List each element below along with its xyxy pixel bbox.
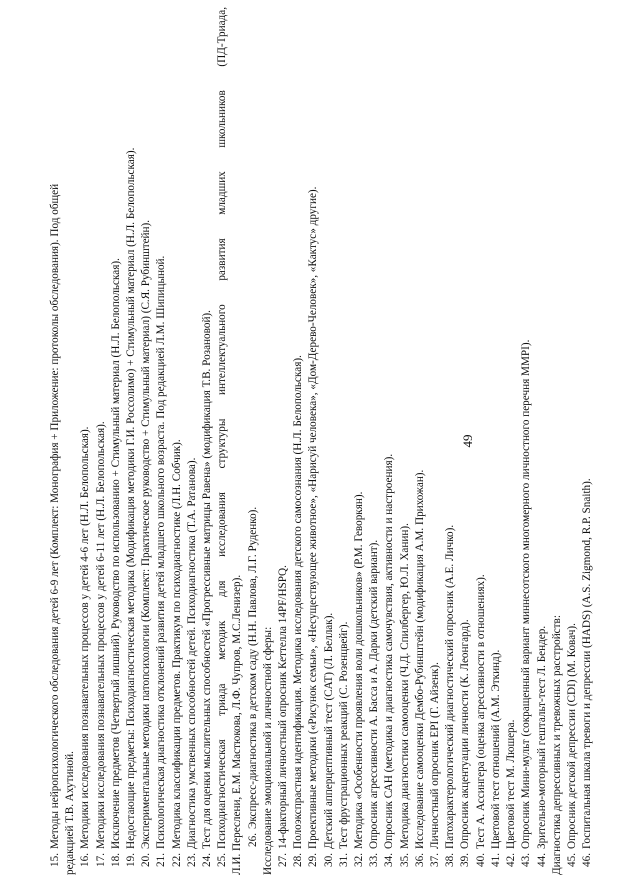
item-text: Экспериментальные методики патопсихологии (Комплект: Практическое руководство + Стимульный материал) (С.Я. Рубинштейн). (140, 219, 153, 849)
list-item (352, 7, 367, 875)
item-number: 15. (49, 853, 61, 867)
item-text: Тест А. Ассингера (оценка агрессивности в отношениях). (474, 574, 487, 849)
list-item (94, 7, 109, 875)
item-number: 38. (444, 853, 457, 867)
list-item (154, 7, 169, 875)
item-number: 18. (109, 853, 122, 867)
list-item (215, 7, 230, 875)
item-number: 41. (489, 853, 502, 867)
list-item (48, 7, 63, 875)
item-number: 42. (505, 853, 518, 867)
item-number: 30. (322, 853, 335, 867)
item-text: Госпитальная шкала тревоги и депрессии (HADS) (A.S. Zigmond, R.P. Snaith). (581, 478, 594, 849)
item-number: 22. (170, 853, 183, 867)
list-item (170, 7, 185, 875)
list-item (109, 7, 124, 875)
list-item (276, 7, 291, 875)
list-item (246, 7, 261, 875)
item-text: Методика диагностики самооценки (Ч.Д. Спилбергер, Ю.Л. Ханин). (398, 523, 411, 849)
item-text: Опросник акцентуации личности (К. Леонгард). (459, 619, 472, 849)
item-text: Исследование самооценки Дембо-Рубинштейн (модификация А.М. Прихожан). (413, 469, 426, 849)
item-number: 33. (368, 853, 381, 867)
item-number: 37. (429, 853, 442, 867)
list-item (382, 7, 397, 875)
item-text: Недостающие предметы: Психодиагностическая методика (Модификация методики Г.И. Россолимо) + Стимульный материал (Н.Л. Белопольская). (125, 147, 138, 849)
list-item (291, 7, 306, 875)
item-number: 24. (201, 853, 214, 867)
rotated-page (48, 7, 608, 875)
item-number: 25. (216, 853, 229, 867)
item-text: Методы нейропсихологического обследования детей 6-9 лет (Комплект: Монография + Приложение: протоколы обследования). Под общей (49, 183, 61, 849)
list-item (443, 7, 458, 875)
item-text: Опросник Мини-мульт (сокращенный вариант миннесотского многомерного личностного перечня MMPI). (520, 339, 533, 849)
list-item (322, 7, 337, 875)
item-number: 45. (565, 853, 578, 867)
item-number: 46. (581, 853, 594, 867)
item-text: Тест для оценки мыслительных способностей «Прогрессивные матрицы Равена» (модификация Т.В. Розановой). (201, 310, 214, 849)
list-item (489, 7, 504, 875)
page-number: 49 (460, 434, 475, 448)
item-number: 32. (353, 853, 366, 867)
item-text: Патохарактерологический диагностический опросник (А.Е. Личко). (444, 524, 457, 849)
item-continuation: редакцией Т.В. Ахутиной. (64, 751, 77, 875)
item-number: 16. (79, 853, 92, 867)
list-item (306, 7, 321, 875)
list-item (504, 7, 519, 875)
item-text: Диагностика умственных способностей детей. Психодиагностика (Т.А. Ратанова). (185, 457, 198, 849)
item-text: Опросник детской депрессии (CDI) (М. Ковач). (565, 623, 578, 849)
list-item (337, 7, 352, 875)
list-item (367, 7, 382, 875)
section-heading: Диагностика депрессивных и тревожных расстройств: (550, 615, 563, 875)
list-item (200, 7, 215, 875)
item-number: 23. (185, 853, 198, 867)
item-text: Психодиагностическая триада методик для исследования структуры интеллектуального развития младших школьников (ПД-Триада, (216, 7, 229, 849)
item-text: Проективные методики («Рисунок семьи», «Несуществующее животное», «Нарисуй человека», «Дом-Дерево-Человек», «Кактус» другие). (307, 186, 320, 849)
methods-list (48, 7, 595, 875)
item-text: Цветовой тест отношений (А.М. Эткинд). (489, 649, 502, 849)
item-number: 40. (474, 853, 487, 867)
item-text: Тест фрустрационных реакций (С. Розенцвейг). (337, 621, 350, 849)
list-item (428, 7, 443, 875)
item-text: Опросник САН (методика и диагностика самочувствия, активности и настроения). (383, 453, 396, 849)
item-text: Личностный опросник EPI (Г. Айзенк). (429, 662, 442, 849)
item-text: Зрительно-моторный гештальт-тест Л. Бендер. (535, 625, 548, 849)
item-text: Цветовой тест М. Люшера. (505, 719, 518, 849)
item-text: Исключение предметов (Четвертый лишний). Руководство по использованию + Стимульный материал (Н.Л. Белопольская). (109, 258, 122, 849)
item-number: 20. (140, 853, 153, 867)
item-number: 27. (277, 853, 290, 867)
item-text: Опросник агрессивности А. Басса и А. Дарки (детский вариант). (368, 539, 381, 849)
item-text: Методики исследования познавательных процессов у детей 4-6 лет (Н.Л. Белопольская). (79, 426, 92, 849)
item-number: 44. (535, 853, 548, 867)
item-number: 21. (155, 853, 168, 867)
item-number: 34. (383, 853, 396, 867)
item-number: 28. (292, 853, 305, 867)
item-text: Полоэкспрастная идентификация. Методика исследования детского самосознания (Н.Л. Белопольская). (292, 355, 305, 849)
item-text: 14-факторный личностный опросник Кеттелла 14PF/HSPQ. (277, 565, 290, 849)
item-number: 17. (94, 853, 107, 867)
item-text: Методика «Особенности проявления воли дошкольников» (Р.М. Геворкян). (353, 491, 366, 849)
item-text: Методики исследования познавательных процессов у детей 6-11 лет (Н.Л. Белопольская). (94, 421, 107, 849)
item-number: 35. (398, 853, 411, 867)
item-continuation: Л.И. Переслени, Е.М. Мастюкова, Л.Ф. Чупров, М.С.Ленизер). (231, 574, 244, 875)
list-item (78, 7, 93, 875)
item-text: Методика классификации предметов. Практикум по психодиагностике (Л.Н. Собчик). (170, 439, 183, 849)
list-item (413, 7, 428, 875)
item-number: 36. (413, 853, 426, 867)
list-item (124, 7, 139, 875)
list-item (535, 7, 550, 875)
item-number: 26. (246, 833, 259, 847)
item-number: 43. (520, 853, 533, 867)
list-item (580, 7, 595, 875)
item-number: 31. (337, 853, 350, 867)
item-text: Психологическая диагностика отклонений развития детей младшего школьного возраста. Под редакцией Л.М. Шипицыной. (155, 255, 168, 849)
list-item (398, 7, 413, 875)
item-number: 19. (125, 853, 138, 867)
list-item (185, 7, 200, 875)
item-number: 39. (459, 853, 472, 867)
item-text: Экспресс-диагностика в детском саду (Н.Н. Павлова, Л.Г. Руденко). (246, 506, 259, 829)
list-item (565, 7, 580, 875)
item-text: Детский апперцептивный тест (CAT) (Л. Беллак). (322, 612, 335, 849)
item-number: 29. (307, 853, 320, 867)
list-item (139, 7, 154, 875)
section-heading: Исследование эмоциональной и личностной сферы: (261, 626, 274, 875)
list-item (519, 7, 534, 875)
